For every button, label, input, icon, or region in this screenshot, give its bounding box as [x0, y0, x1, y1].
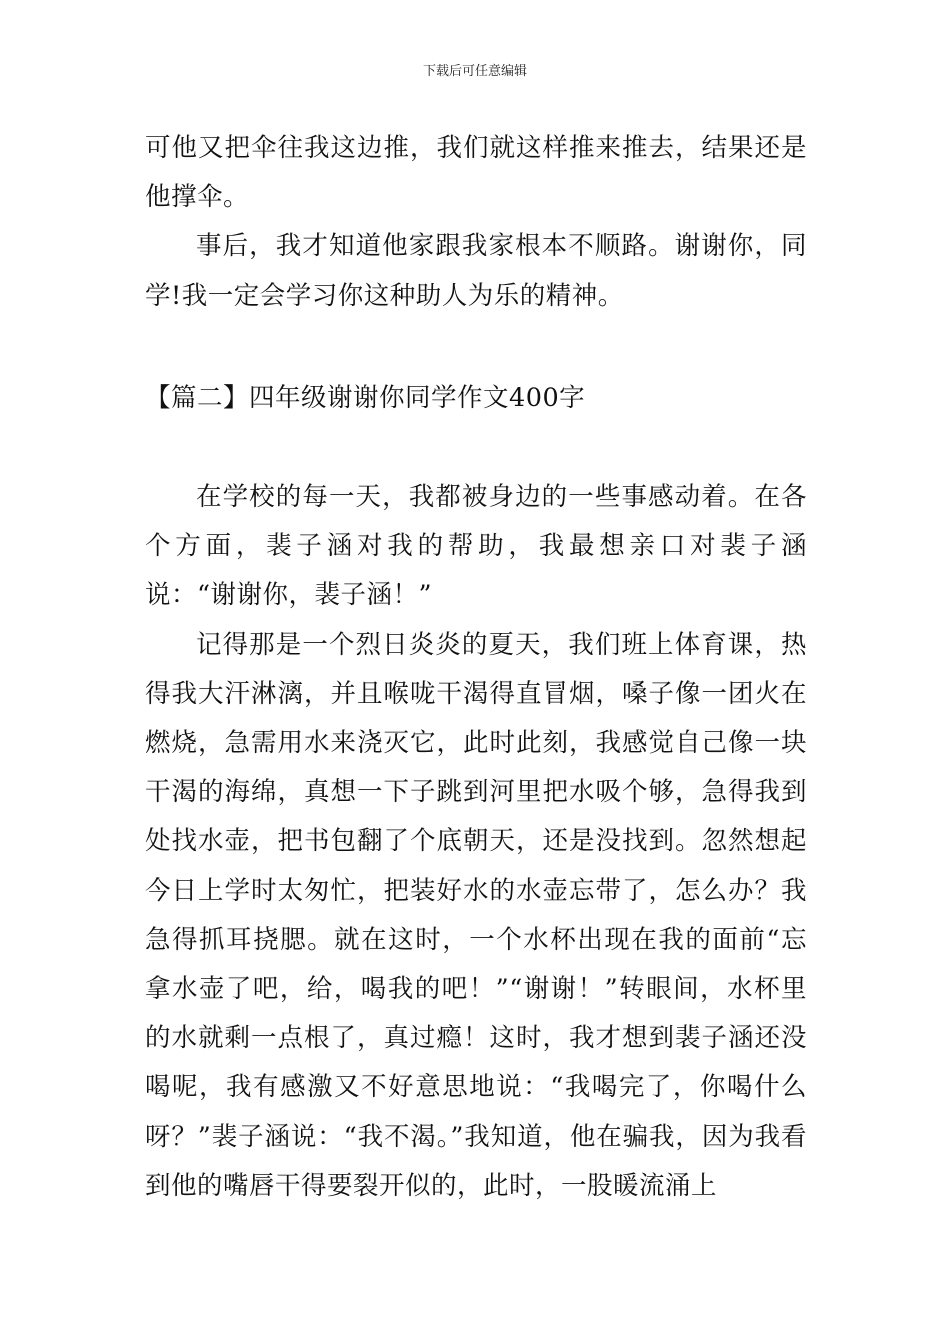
paragraph: 记得那是一个烈日炎炎的夏天，我们班上体育课，热得我大汗淋漓，并且喉咙干渴得直冒烟，嗓子像一团火在燃烧，急需用水来浇灭它，此时此刻，我感觉自己像一块干渴的海绵，真想一下子跳到河里把水吸个够，急得我到处找水壶，把书包翻了个底朝天，还是没找到。忽然想起今日上学时太匆忙，把装好水的水壶忘带了，怎么办？我急得抓耳挠腮。就在这时，一个水杯出现在我的面前“忘拿水壶了吧，给，喝我的吧！”“谢谢！”转眼间，水杯里的水就剩一点根了，真过瘾！这时，我才想到裴子涵还没喝呢，我有感激又不好意思地说：“我喝完了，你喝什么呀？”裴子涵说：“我不渴。”我知道，他在骗我，因为我看到他的嘴唇干得要裂开似的，此时，一股暖流涌上 — [145, 629, 807, 1201]
text-block-1 — [145, 124, 807, 321]
text-block-2 — [145, 473, 807, 1211]
page-header: 下载后可任意编辑 — [422, 64, 527, 79]
paragraph: 事后，我才知道他家跟我家根本不顺路。谢谢你，同学!我一定会学习你这种助人为乐的精神。 — [145, 231, 807, 311]
paragraph: 在学校的每一天，我都被身边的一些事感动着。在各个方面，裴子涵对我的帮助，我最想亲口对裴子涵说：“谢谢你，裴子涵！” — [145, 482, 807, 611]
paragraph: 可他又把伞往我这边推，我们就这样推来推去，结果还是他撑伞。 — [145, 133, 807, 213]
section-title: 【篇二】四年级谢谢你同学作文400字 — [145, 383, 586, 413]
